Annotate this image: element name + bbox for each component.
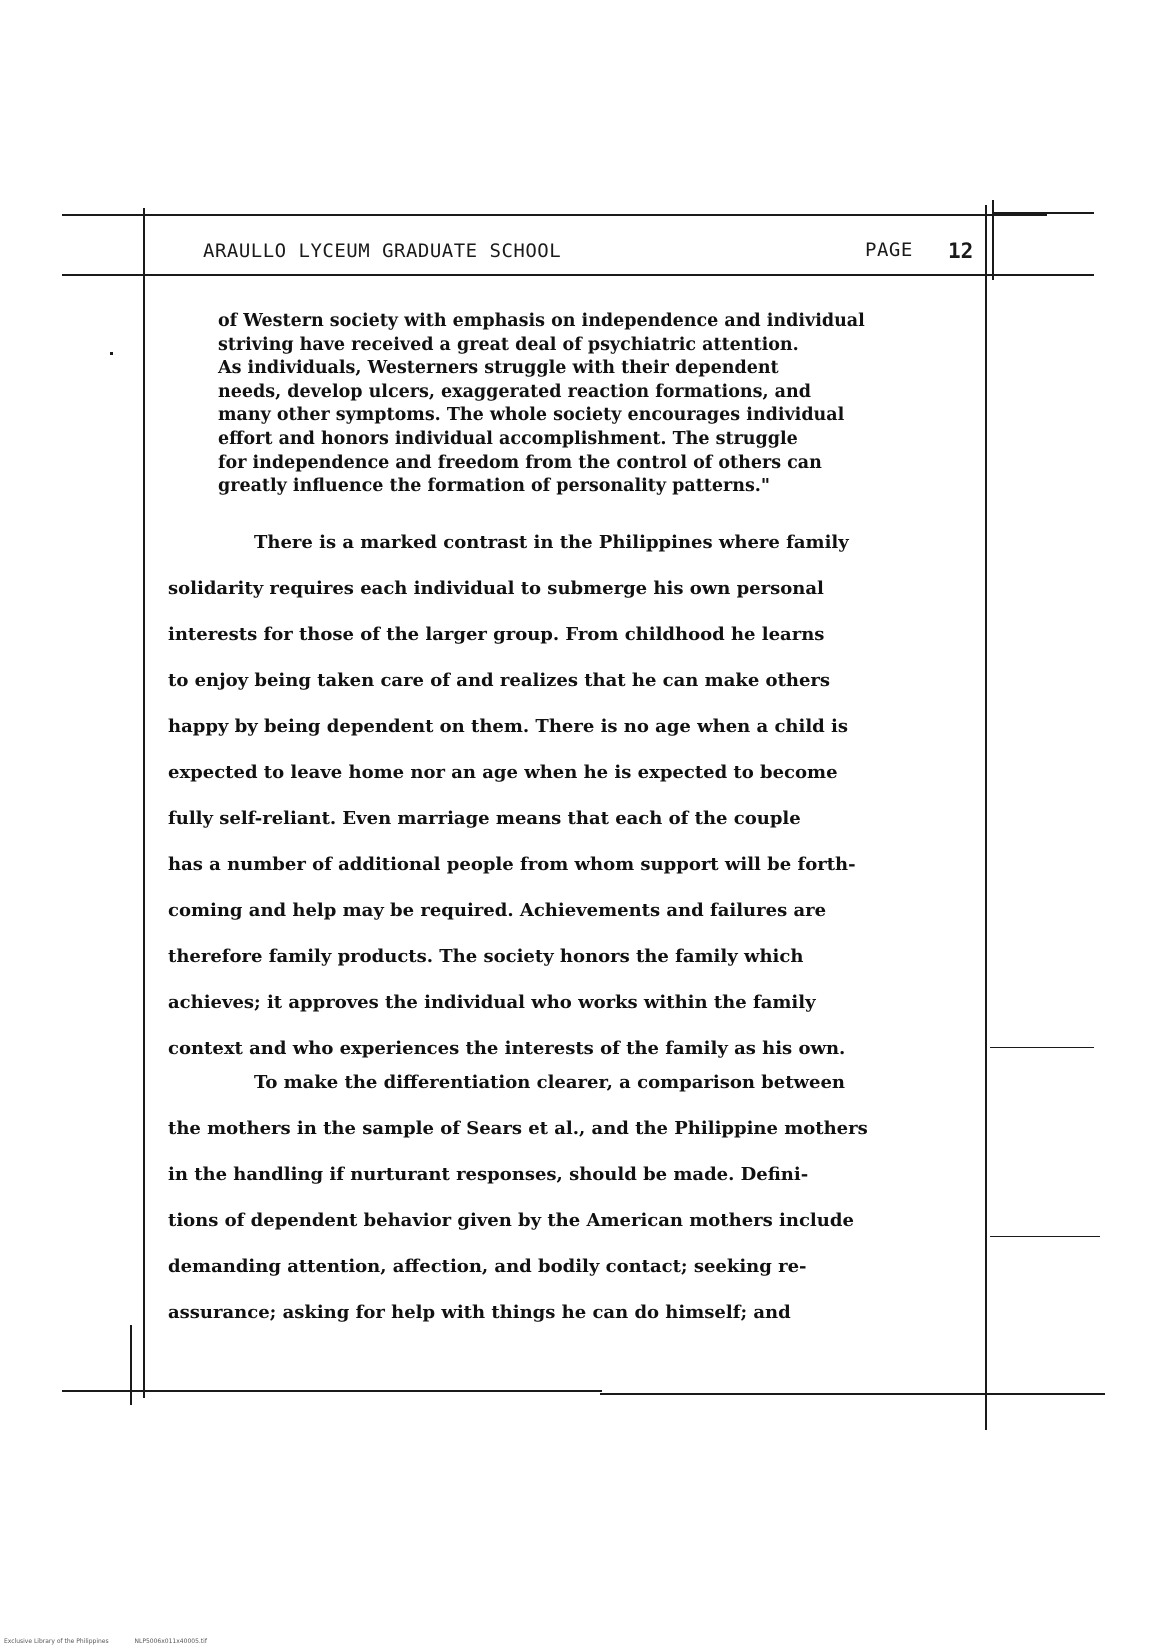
quote-line: striving have received a great deal of psychiatric attention. — [218, 334, 799, 355]
header-top-rule-right — [992, 212, 1094, 214]
header-top-rule — [62, 214, 1047, 216]
paragraph-line: tions of dependent behavior given by the American mothers include — [168, 1210, 854, 1231]
quote-line: greatly influence the formation of personality patterns." — [218, 476, 771, 497]
right-margin-rule — [985, 205, 987, 1430]
bottom-rule-right — [600, 1393, 1105, 1395]
right-margin-rule-upper — [992, 200, 994, 280]
paragraph-line: context and who experiences the interests of the family as his own. — [168, 1038, 846, 1059]
scan-footer — [4, 1638, 231, 1645]
right-margin-tick-1 — [990, 1047, 1094, 1048]
quote-line: effort and honors individual accomplishment. The struggle — [218, 428, 798, 449]
paragraph-2 — [168, 1060, 968, 1336]
paragraph-line: interests for those of the larger group. From childhood he learns — [168, 624, 825, 645]
left-margin-rule-lower — [130, 1325, 132, 1405]
paragraph-line: in the handling if nurturant responses, should be made. Defini- — [168, 1164, 809, 1185]
paragraph-line: expected to leave home nor an age when he is expected to become — [168, 762, 838, 783]
quote-line: of Western society with emphasis on independence and individual — [218, 311, 865, 331]
page-number: 12 — [948, 239, 974, 263]
paragraph-line: fully self-reliant. Even marriage means that each of the couple — [168, 808, 801, 829]
school-header: ARAULLO LYCEUM GRADUATE SCHOOL — [203, 240, 562, 262]
paragraph-line: To make the differentiation clearer, a comparison between — [254, 1072, 846, 1093]
paragraph-line: happy by being dependent on them. There is no age when a child is — [168, 716, 849, 737]
quote-line: As individuals, Westerners struggle with their dependent — [218, 358, 779, 379]
footer-library: Exclusive Library of the Philippines — [4, 1638, 109, 1645]
header-bottom-rule — [62, 274, 1094, 276]
bottom-rule-left — [62, 1390, 602, 1392]
paragraph-line: achieves; it approves the individual who works within the family — [168, 992, 816, 1013]
paragraph-line: has a number of additional people from whom support will be forth- — [168, 854, 856, 875]
margin-dot — [110, 352, 113, 355]
right-margin-tick-2 — [990, 1236, 1100, 1237]
paragraph-line: the mothers in the sample of Sears et al., and the Philippine mothers — [168, 1118, 868, 1139]
left-margin-rule — [143, 208, 145, 1398]
paragraph-line: assurance; asking for help with things he can do himself; and — [168, 1302, 791, 1323]
paragraph-line: to enjoy being taken care of and realizes that he can make others — [168, 670, 831, 691]
paragraph-line: therefore family products. The society honors the family which — [168, 946, 804, 967]
paragraph-line: There is a marked contrast in the Philippines where family — [254, 532, 849, 553]
footer-filename: NLP5006x011x40005.tif — [134, 1638, 207, 1645]
page-label: PAGE — [865, 239, 913, 261]
quote-line: needs, develop ulcers, exaggerated reaction formations, and — [218, 381, 811, 402]
block-quote — [218, 310, 978, 499]
paragraph-line: solidarity requires each individual to submerge his own personal — [168, 578, 824, 599]
paragraph-line: coming and help may be required. Achievements and failures are — [168, 900, 827, 921]
paragraph-1 — [168, 520, 968, 1072]
quote-line: many other symptoms. The whole society encourages individual — [218, 405, 845, 426]
quote-line: for independence and freedom from the control of others can — [218, 452, 822, 473]
paragraph-line: demanding attention, affection, and bodily contact; seeking re- — [168, 1256, 807, 1277]
